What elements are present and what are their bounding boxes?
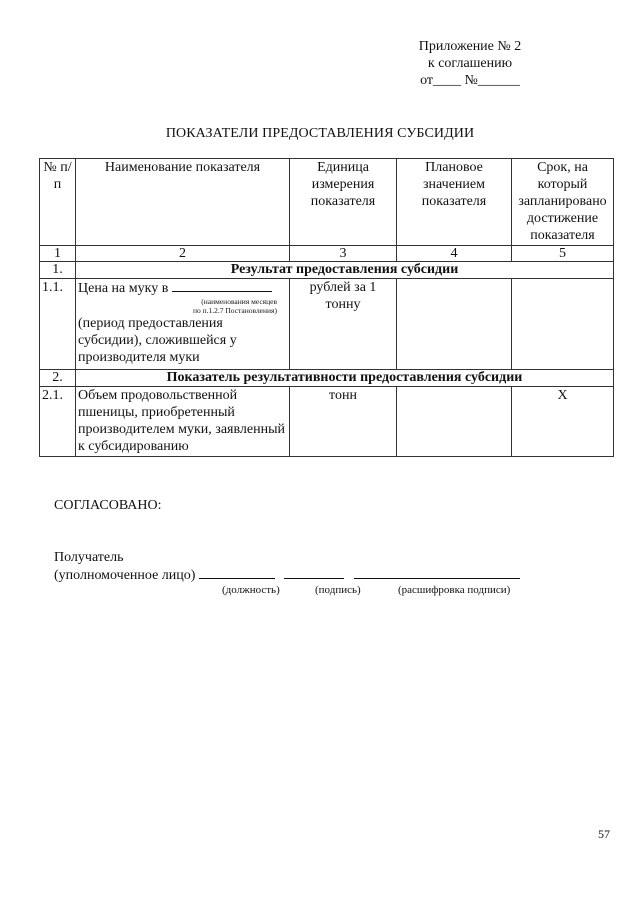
header-row <box>40 159 614 246</box>
section-2-number: 2. <box>40 370 76 387</box>
appendix-header <box>400 38 540 89</box>
table-row <box>40 279 614 370</box>
row-1-1-number: 1.1. <box>40 279 76 370</box>
header-plan: Плановое значением показателя <box>397 159 512 246</box>
section-row-1 <box>40 262 614 279</box>
header-name: Наименование показателя <box>76 159 290 246</box>
page-number: 57 <box>598 827 610 841</box>
agreed-label: СОГЛАСОВАНО: <box>54 498 162 513</box>
column-numbers-row <box>40 246 614 262</box>
header-term: Срок, на который запланировано достижение показателя <box>512 159 614 246</box>
row-2-1-number: 2.1. <box>40 387 76 457</box>
col-number-2: 2 <box>76 246 290 262</box>
appendix-number: Приложение № 2 <box>418 39 522 54</box>
position-line <box>199 566 275 579</box>
position-caption: (должность) <box>222 584 280 596</box>
header-num: № п/п <box>40 159 76 246</box>
row-1-1-name <box>76 279 290 370</box>
decoding-line <box>354 566 520 579</box>
row-1-1-name-prefix: Цена на муку в <box>78 281 169 296</box>
signature-block <box>54 550 520 584</box>
authorized-person-label: (уполномоченное лицо) <box>54 568 196 583</box>
header-unit: Единица измерения показателя <box>290 159 397 246</box>
section-2-title: Показатель результативности предоставления субсидии <box>76 370 614 387</box>
decoding-caption: (расшифровка подписи) <box>398 584 511 596</box>
col-number-3: 3 <box>290 246 397 262</box>
col-number-4: 4 <box>397 246 512 262</box>
document-title: ПОКАЗАТЕЛИ ПРЕДОСТАВЛЕНИЯ СУБСИДИИ <box>165 126 475 141</box>
row-1-1-term <box>512 279 614 370</box>
signature-line <box>284 566 344 579</box>
col-number-5: 5 <box>512 246 614 262</box>
table-row <box>40 387 614 457</box>
row-1-1-plan <box>397 279 512 370</box>
section-row-2 <box>40 370 614 387</box>
month-blank-line <box>172 279 272 292</box>
month-note-line1: (наименования месяцев <box>201 297 277 306</box>
appendix-agreement: к соглашению <box>427 56 513 71</box>
signature-caption: (подпись) <box>315 584 361 596</box>
appendix-date-number: от____ №______ <box>420 73 520 88</box>
section-1-title: Результат предоставления субсидии <box>76 262 614 279</box>
row-2-1-name: Объем продовольственной пшеницы, приобретенный производителем муки, заявленный к субсидированию <box>76 387 290 457</box>
col-number-1: 1 <box>40 246 76 262</box>
row-2-1-unit: тонн <box>290 387 397 457</box>
row-2-1-plan <box>397 387 512 457</box>
row-1-1-unit: рублей за 1 тонну <box>290 279 397 370</box>
section-1-number: 1. <box>40 262 76 279</box>
recipient-label: Получатель <box>54 550 124 565</box>
month-note-line2: по п.1.2.7 Постановления) <box>192 306 277 315</box>
row-1-1-name-rest: (период предоставления субсидии), сложившейся у производителя муки <box>78 316 237 365</box>
row-2-1-term: Х <box>512 387 614 457</box>
indicators-table <box>39 158 614 457</box>
